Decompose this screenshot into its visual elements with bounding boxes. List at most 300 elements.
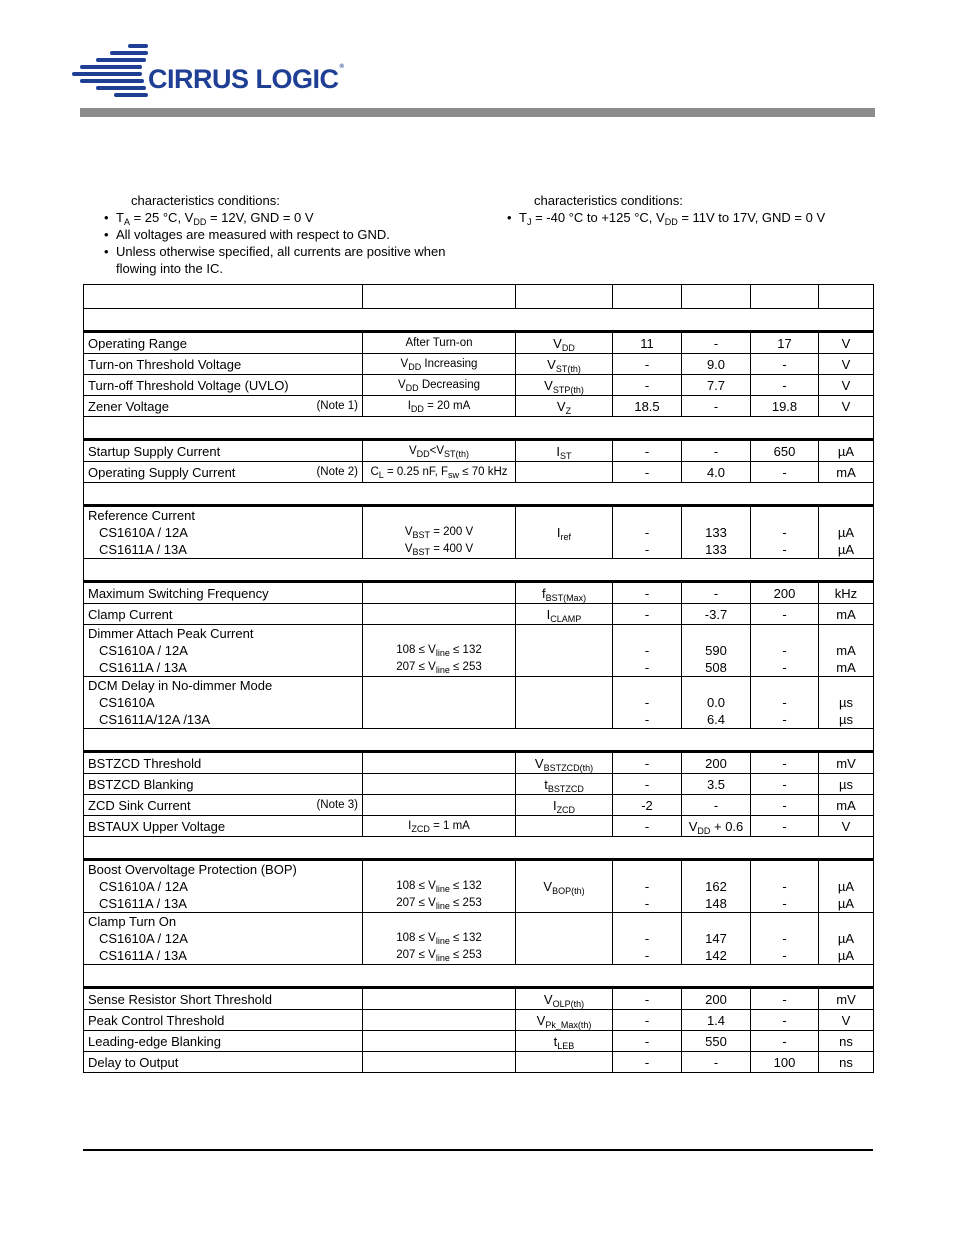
- section-cell: [84, 483, 874, 506]
- table-row: [84, 816, 874, 837]
- table-row: [84, 604, 874, 625]
- typ-cell-line: 590: [705, 643, 727, 658]
- condition-cell: [363, 582, 516, 604]
- cell-spacer: [367, 913, 511, 930]
- max-cell: 200: [751, 582, 819, 604]
- text-part: I: [408, 819, 412, 832]
- condition-cell: [363, 677, 516, 729]
- subscript: OLP(th): [552, 998, 585, 1009]
- table-section-row: [84, 483, 874, 506]
- cell-spacer: [686, 913, 746, 930]
- typ-cell: -3.7: [682, 604, 751, 625]
- condition-cell: [363, 354, 516, 375]
- typ-cell-line: 147: [705, 931, 727, 946]
- conditions-left: [102, 192, 482, 277]
- max-cell: -: [751, 988, 819, 1010]
- condition-text: T: [116, 210, 124, 225]
- parameter-variant: CS1611A/12A /13A: [99, 712, 211, 727]
- header-cell: [516, 285, 613, 309]
- symbol-cell: [516, 795, 613, 816]
- text-part: V: [688, 818, 698, 834]
- header-cell: [819, 285, 874, 309]
- table-section-row: [84, 837, 874, 860]
- cell-spacer: [823, 861, 869, 878]
- parameter-variant: CS1610A: [99, 695, 155, 710]
- parameter-name: Sense Resistor Short Threshold: [88, 991, 273, 1007]
- max-cell: 100: [751, 1052, 819, 1073]
- text-part: V: [397, 378, 406, 391]
- characteristics-table: [83, 284, 874, 1073]
- parameter-variant: CS1611A / 13A: [99, 896, 187, 911]
- text-part: ≤ 253: [449, 661, 482, 673]
- parameter-cell: [84, 396, 363, 417]
- typ-cell: 3.5: [682, 774, 751, 795]
- unit-cell-line: µA: [837, 931, 855, 946]
- text-part: t: [544, 776, 548, 792]
- typ-cell: 1.4: [682, 1010, 751, 1031]
- unit-cell: ns: [819, 1031, 874, 1052]
- text-part: V: [404, 526, 413, 538]
- condition-text: All voltages are measured with respect to GND.: [116, 227, 390, 242]
- min-cell-line: -: [644, 525, 650, 540]
- condition-subscript: J: [526, 217, 532, 227]
- table-row: [84, 988, 874, 1010]
- max-cell: -: [751, 816, 819, 837]
- condition-line: [367, 895, 511, 912]
- condition-text: = 11V to 17V, GND = 0 V: [677, 210, 826, 225]
- symbol-cell: [516, 396, 613, 417]
- unit-cell-line: µA: [837, 542, 855, 557]
- min-cell: [613, 677, 682, 729]
- subscript: BOP(th): [552, 886, 585, 896]
- condition-subscript: DD: [193, 217, 207, 227]
- unit-cell: [819, 913, 874, 965]
- condition-cell: [363, 752, 516, 774]
- symbol-cell: [516, 1052, 613, 1073]
- typ-cell: 4.0: [682, 462, 751, 483]
- conditions-left-list: [102, 209, 482, 277]
- text-part: 108 ≤ V: [396, 880, 436, 892]
- unit-cell: µA: [819, 440, 874, 462]
- unit-cell: ns: [819, 1052, 874, 1073]
- subscript: DD: [416, 448, 430, 459]
- header-cell: [84, 285, 363, 309]
- symbol-cell: [516, 604, 613, 625]
- symbol-cell: [516, 988, 613, 1010]
- parameter-cell: [84, 752, 363, 774]
- bullet-icon: •: [507, 210, 512, 225]
- parameter-variant: CS1611A / 13A: [99, 660, 187, 675]
- table-row: [84, 462, 874, 483]
- table-section-row: [84, 309, 874, 332]
- max-cell: [751, 625, 819, 677]
- cell-spacer: [367, 861, 511, 878]
- symbol-cell: [516, 774, 613, 795]
- symbol-cell: [516, 582, 613, 604]
- cell-spacer: [823, 677, 869, 694]
- table-row: [84, 375, 874, 396]
- conditions-right: [505, 192, 885, 226]
- min-cell: -2: [613, 795, 682, 816]
- min-cell: -: [613, 1010, 682, 1031]
- cell-spacer: [823, 507, 869, 524]
- parameter-variant: CS1610A / 12A: [99, 643, 188, 658]
- subscript: L: [378, 469, 384, 480]
- brand-reg-mark: ®: [339, 64, 344, 70]
- condition-item: [102, 243, 482, 277]
- typ-cell: [682, 913, 751, 965]
- symbol-cell: [516, 354, 613, 375]
- max-cell: -: [751, 1010, 819, 1031]
- table-row: [84, 677, 874, 729]
- parameter-name: Maximum Switching Frequency: [88, 585, 269, 601]
- min-cell: [613, 506, 682, 559]
- unit-cell-line: µs: [839, 695, 853, 710]
- symbol-cell: [516, 860, 613, 913]
- bullet-icon: •: [104, 210, 109, 225]
- symbol-cell: [516, 1010, 613, 1031]
- unit-cell-line: mA: [836, 660, 856, 675]
- typ-cell: [682, 860, 751, 913]
- min-cell: 11: [613, 332, 682, 354]
- cell-spacer: [686, 677, 746, 694]
- typ-cell-line: 142: [705, 948, 727, 963]
- typ-cell-line: 133: [705, 525, 727, 540]
- text-part: V: [408, 444, 417, 457]
- parameter-name: BSTZCD Threshold: [88, 755, 202, 771]
- min-cell: -: [613, 604, 682, 625]
- unit-cell: mA: [819, 795, 874, 816]
- min-cell: -: [613, 354, 682, 375]
- symbol-cell: [516, 440, 613, 462]
- cell-spacer: [755, 677, 814, 694]
- symbol-cell: [516, 375, 613, 396]
- typ-cell: 7.7: [682, 375, 751, 396]
- typ-cell: -: [682, 582, 751, 604]
- typ-cell-line: 148: [705, 896, 727, 911]
- subscript: line: [435, 901, 450, 911]
- max-cell-line: -: [782, 643, 787, 658]
- subscript: ST(th): [555, 363, 581, 374]
- cell-spacer: [617, 507, 677, 524]
- text-part: V: [553, 335, 562, 351]
- condition-cell: [363, 1052, 516, 1073]
- parameter-cell: [84, 354, 363, 375]
- text-part: 108 ≤ V: [396, 644, 436, 656]
- unit-cell: mV: [819, 988, 874, 1010]
- section-cell: [84, 417, 874, 440]
- unit-cell: [819, 860, 874, 913]
- min-cell: -: [613, 774, 682, 795]
- unit-cell-line: µA: [837, 896, 855, 911]
- parameter-name: Operating Range: [88, 335, 188, 351]
- unit-cell: V: [819, 354, 874, 375]
- text-part: I: [556, 525, 561, 540]
- condition-subscript: DD: [664, 217, 678, 227]
- cell-spacer: [617, 625, 677, 642]
- subscript: ZCD: [411, 823, 430, 834]
- min-cell-line: -: [644, 948, 650, 963]
- condition-text: = -40 °C to +125 °C, V: [531, 210, 665, 225]
- note-ref: (Note 2): [316, 465, 358, 478]
- subscript: BST(Max): [545, 592, 587, 603]
- subscript: Z: [565, 405, 572, 416]
- condition-line: [367, 930, 511, 947]
- parameter-cell: [84, 1010, 363, 1031]
- text-part: 207 ≤ V: [396, 897, 436, 909]
- bullet-icon: •: [104, 227, 109, 242]
- min-cell: -: [613, 440, 682, 462]
- note-ref: (Note 1): [316, 399, 358, 412]
- text-part: 207 ≤ V: [396, 949, 436, 961]
- parameter-name: ZCD Sink Current: [88, 797, 191, 813]
- cell-spacer: [755, 507, 814, 524]
- typ-cell: 550: [682, 1031, 751, 1052]
- cell-spacer: [367, 625, 511, 642]
- min-cell-line: -: [644, 896, 650, 911]
- cell-spacer: [755, 913, 814, 930]
- text-part: Increasing: [421, 357, 478, 370]
- header-cell: [682, 285, 751, 309]
- parameter-name: Operating Supply Current: [88, 464, 236, 480]
- max-cell-line: -: [782, 660, 787, 675]
- text-part: ≤ 70 kHz: [459, 465, 508, 478]
- section-cell: [84, 729, 874, 752]
- text-part: = 0.25 nF, F: [383, 465, 449, 478]
- text-part: 207 ≤ V: [396, 661, 436, 673]
- text-part: I: [407, 399, 411, 412]
- unit-cell: mV: [819, 752, 874, 774]
- unit-cell: [819, 506, 874, 559]
- max-cell: -: [751, 604, 819, 625]
- table-row: [84, 582, 874, 604]
- parameter-variant: CS1610A / 12A: [99, 931, 188, 946]
- max-cell: 650: [751, 440, 819, 462]
- table-row: [84, 332, 874, 354]
- characteristics-table-body: [84, 285, 874, 1073]
- text-part: V: [543, 991, 553, 1007]
- max-cell: -: [751, 354, 819, 375]
- condition-cell: [363, 913, 516, 965]
- subscript: STP(th): [552, 384, 584, 395]
- max-cell-line: -: [782, 931, 787, 946]
- condition-line: [367, 642, 511, 659]
- typ-cell: 9.0: [682, 354, 751, 375]
- symbol-cell: [516, 677, 613, 729]
- unit-cell: kHz: [819, 582, 874, 604]
- table-row: [84, 506, 874, 559]
- symbol-cell: [516, 506, 613, 559]
- unit-cell-line: µA: [837, 525, 855, 540]
- text-part: = 1 mA: [429, 819, 470, 832]
- bullet-icon: •: [104, 244, 109, 259]
- text-part: f: [541, 585, 546, 601]
- parameter-cell: [84, 604, 363, 625]
- parameter-name: BSTAUX Upper Voltage: [88, 818, 226, 834]
- subscript: line: [435, 953, 450, 963]
- condition-cell: [363, 396, 516, 417]
- min-cell: [613, 913, 682, 965]
- unit-cell: V: [819, 1010, 874, 1031]
- parameter-cell: [84, 860, 363, 913]
- condition-cell: [363, 506, 516, 559]
- table-row: [84, 913, 874, 965]
- max-cell-line: -: [782, 712, 787, 727]
- table-row: [84, 774, 874, 795]
- parameter-cell: [84, 440, 363, 462]
- typ-cell: [682, 816, 751, 837]
- cell-spacer: [686, 625, 746, 642]
- min-cell-line: -: [644, 643, 650, 658]
- conditions-right-title: characteristics conditions:: [534, 193, 683, 208]
- max-cell: 19.8: [751, 396, 819, 417]
- subscript: BSTZCD(th): [543, 762, 594, 773]
- parameter-cell: [84, 332, 363, 354]
- typ-cell-line: 508: [705, 660, 727, 675]
- parameter-cell: [84, 774, 363, 795]
- parameter-cell: [84, 677, 363, 729]
- parameter-cell: [84, 988, 363, 1010]
- symbol-cell: [516, 332, 613, 354]
- subscript: DD: [408, 361, 422, 372]
- symbol-cell: [516, 462, 613, 483]
- table-row: [84, 440, 874, 462]
- text-part: ≤ 132: [449, 880, 482, 892]
- max-cell-line: -: [782, 879, 787, 894]
- subscript: Pk_Max(th): [545, 1019, 592, 1030]
- typ-cell: [682, 625, 751, 677]
- parameter-name: Turn-on Threshold Voltage: [88, 356, 242, 372]
- condition-cell: [363, 462, 516, 483]
- brand-name: CIRRUS LOGIC®: [148, 64, 344, 94]
- table-section-row: [84, 729, 874, 752]
- typ-cell: -: [682, 1052, 751, 1073]
- min-cell-line: -: [644, 542, 650, 557]
- subscript: ref: [560, 532, 572, 542]
- min-cell-line: -: [644, 931, 650, 946]
- subscript: BSTZCD: [547, 783, 584, 794]
- parameter-name: Turn-off Threshold Voltage (UVLO): [88, 377, 289, 393]
- table-row: [84, 1052, 874, 1073]
- condition-line: [367, 878, 511, 895]
- text-part: I: [546, 606, 551, 622]
- subscript: BST: [412, 530, 430, 540]
- max-cell: -: [751, 774, 819, 795]
- parameter-cell: [84, 625, 363, 677]
- parameter-name: Clamp Current: [88, 606, 173, 622]
- subscript: line: [435, 884, 450, 894]
- text-part: V: [556, 398, 566, 414]
- subscript: sw: [448, 469, 460, 480]
- max-cell-line: -: [782, 896, 787, 911]
- typ-cell: -: [682, 795, 751, 816]
- parameter-name: Zener Voltage: [88, 398, 169, 414]
- section-cell: [84, 965, 874, 988]
- min-cell: -: [613, 462, 682, 483]
- conditions-right-list: [505, 209, 885, 226]
- section-cell: [84, 559, 874, 582]
- table-section-row: [84, 559, 874, 582]
- text-part: V: [534, 755, 544, 771]
- table-row: [84, 354, 874, 375]
- condition-text: Unless otherwise specified, all currents are positive when flowing into the IC.: [116, 244, 446, 276]
- typ-cell: [682, 506, 751, 559]
- typ-cell-line: 133: [705, 542, 727, 557]
- text-part: V: [404, 543, 413, 555]
- min-cell: -: [613, 1052, 682, 1073]
- condition-cell: [363, 816, 516, 837]
- typ-cell-line: 162: [705, 879, 727, 894]
- symbol-cell: [516, 816, 613, 837]
- subscript: BST: [412, 547, 430, 557]
- unit-cell-line: µA: [837, 948, 855, 963]
- text-part: I: [556, 443, 561, 459]
- condition-line: [367, 541, 511, 558]
- max-cell: [751, 913, 819, 965]
- min-cell-line: -: [644, 695, 650, 710]
- min-cell: -: [613, 752, 682, 774]
- min-cell: -: [613, 375, 682, 396]
- text-part: V: [547, 356, 556, 372]
- cell-spacer: [617, 677, 677, 694]
- parameter-variant: CS1610A / 12A: [99, 525, 188, 540]
- text-part: 108 ≤ V: [396, 932, 436, 944]
- unit-cell: mA: [819, 462, 874, 483]
- min-cell: [613, 860, 682, 913]
- cell-spacer: [823, 913, 869, 930]
- condition-text: = 12V, GND = 0 V: [206, 210, 314, 225]
- cell-spacer: [367, 507, 511, 524]
- note-ref: (Note 3): [316, 798, 358, 811]
- subscript: line: [435, 648, 450, 658]
- text-part: = 400 V: [430, 543, 474, 555]
- unit-cell: [819, 677, 874, 729]
- min-cell: [613, 625, 682, 677]
- parameter-name: Clamp Turn On: [88, 914, 177, 929]
- footer-rule: [83, 1149, 873, 1151]
- text-part: = 200 V: [430, 526, 474, 538]
- parameter-name: Dimmer Attach Peak Current: [88, 626, 254, 641]
- table-row: [84, 1031, 874, 1052]
- subscript: DD: [410, 403, 424, 414]
- max-cell: [751, 860, 819, 913]
- max-cell: -: [751, 462, 819, 483]
- unit-cell-line: mA: [836, 643, 856, 658]
- condition-cell: [363, 774, 516, 795]
- conditions-left-title: characteristics conditions:: [131, 193, 280, 208]
- parameter-variant: CS1611A / 13A: [99, 948, 187, 963]
- header-cell: [363, 285, 516, 309]
- condition-cell: [363, 625, 516, 677]
- parameter-cell: [84, 462, 363, 483]
- condition-cell: [363, 440, 516, 462]
- symbol-cell: [516, 625, 613, 677]
- unit-cell: V: [819, 396, 874, 417]
- text-part: V: [536, 1012, 546, 1028]
- subscript: line: [435, 665, 450, 675]
- typ-cell: 200: [682, 752, 751, 774]
- typ-cell: -: [682, 440, 751, 462]
- max-cell-line: -: [782, 542, 787, 557]
- min-cell: -: [613, 1031, 682, 1052]
- parameter-cell: [84, 506, 363, 559]
- subscript: ST(th): [444, 448, 470, 459]
- table-row: [84, 396, 874, 417]
- parameter-name: Startup Supply Current: [88, 443, 221, 459]
- unit-cell: V: [819, 375, 874, 396]
- header-cell: [613, 285, 682, 309]
- text-part: = 20 mA: [423, 399, 471, 412]
